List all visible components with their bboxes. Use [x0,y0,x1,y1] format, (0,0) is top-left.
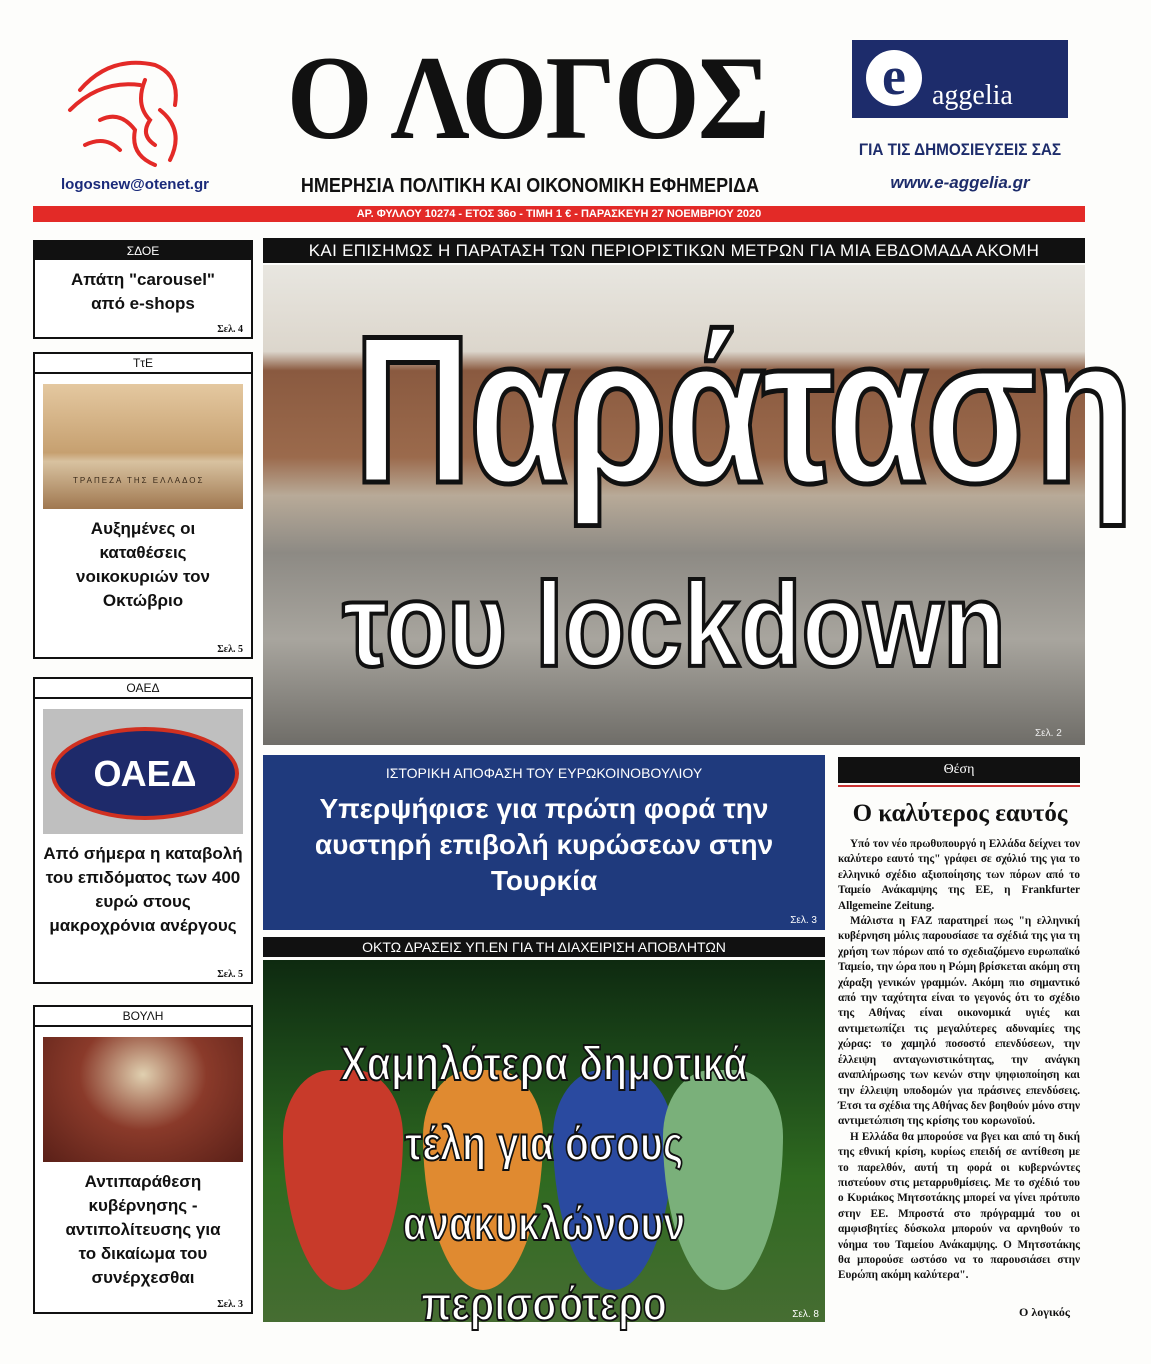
page-ref: Σελ. 5 [217,644,243,655]
newspaper-title: Ο ΛΟΓΟΣ [286,31,769,164]
story-headline: Από σήμερα η καταβολή του επιδόματος των 400 ευρώ στους μακροχρόνια ανέργους [43,844,243,935]
editorial-label: Θέση [838,757,1080,783]
editorial-signature: Ο λογικός [1019,1305,1070,1319]
lead-headline-main[interactable]: Παράταση [353,292,1131,527]
page-ref: Σελ. 5 [217,969,243,980]
editorial-body [838,837,1080,1284]
parliament-photo [43,1037,243,1162]
page-ref: Σελ. 3 [790,915,817,926]
section-label: ΒΟΥΛΗ [35,1007,251,1027]
section-label: ΤτΕ [35,354,251,374]
story-headline: Αντιπαράθεση κυβέρνησης - αντιπολίτευσης για το δικαίωμα του συνέρχεσθαι [65,1172,221,1287]
story-turkey-sanctions[interactable] [263,755,825,930]
page-ref: Σελ. 4 [217,324,243,335]
editorial-paragraph: Υπό τον νέο πρωθυπουργό η Ελλάδα δείχνει τον καλύτερο εαυτό της" γράφει σε σχόλιό της για το ελληνικό σχέδιο αξιοποίησης των πόρων από το Ταμείο Ανάκαμψης της ΕΕ, η Frankfurter Allgemeine Zeitung. [838,838,1080,912]
oaed-logo: ΟΑΕΔ [51,727,239,820]
ad-tagline: ΓΙΑ ΤΙΣ ΔΗΜΟΣΙΕΥΣΕΙΣ ΣΑΣ [858,140,1062,159]
issue-info-strip: ΑΡ. ΦΥΛΛΟΥ 10274 - ΕΤΟΣ 36ο - ΤΙΜΗ 1 € - ΠΑΡΑΣΚΕΥΗ 27 ΝΟΕΜΒΡΙΟΥ 2020 [33,206,1085,222]
editorial-paragraph: Μάλιστα η FAZ παρατηρεί πως "η ελληνική κυβέρνηση μόλις παρουσίασε τα σχέδιά της για τη χρήση των πόρων από το σχεδιαζόμενο ευρωπαϊκό Ταμείο, την ώρα που η Ρώμη βρίσκεται ακόμη στη χάραξη γενικών γραμμών. Ακόμη πιο σημαντικό από την ταχύτητα είναι το γεγονός ότι το σχέδιο της Αθήνας είναι οικονομικά υγιές και αντιμετωπίζει τις μεγαλύτερες αδυναμίες της χώρας: το χαμηλό ποσοστό επενδύσεων, την έλλειψη ανταγωνιστικότητας, την ανάγκη αναπλήρωσης των κενών στην ψηφιοποίηση και την έλλειψη υποδομών για πράσινες επενδύσεις. Έτσι τα σχέδια της Αθήνας δεν βοηθούν μόνο στην αντιμετώπιση της κρίσης του κορωνοϊού. [838,915,1080,1128]
e-aggelia-logo-icon: e [866,50,922,106]
section-label: ΟΑΕΔ [35,679,251,699]
sidebar-story-sdoe[interactable] [33,240,253,339]
editorial-paragraph: Η Ελλάδα θα μπορούσε να βγει και από τη δική της εθνική κρίση, κυρίως επειδή σε αντίθεση με το παρελθόν, αυτή τη φορά οι κυβερνώντες πιστεύουν στις μεταρρυθμίσεις. Με το σχέδιό του ο Κυριάκος Μητσοτάκης μπορεί να γίνει πρότυπο στην ΕΕ. Μπροστά στο πρόγραμμά του οι αμφισβητίες δύσκολα μπορούν να αρνηθούν το νόημα του Ταμείου Ανάκαμψης. Ο Μητσοτάκης θα μπορούσε ωστόσο να το παρουσιάσει στην Ευρώπη ακόμη καλύτερα". [838,1130,1080,1282]
story-headline: Αυξημένες οι καταθέσεις νοικοκυριών τον Οκτώβριο [76,519,210,610]
contact-email[interactable]: logosnew@otenet.gr [61,176,209,193]
page-ref: Σελ. 2 [1035,728,1062,739]
ad-url[interactable]: www.e-aggelia.gr [890,173,1030,192]
editorial-title: Ο καλύτερος εαυτός [852,800,1068,827]
divider [838,785,1080,787]
logo-faces-icon [60,50,200,175]
page-ref: Σελ. 8 [792,1309,819,1320]
photo-caption-text: ΤΡΑΠΕΖΑ ΤΗΣ ΕΛΛΑΔΟΣ [73,476,205,485]
bank-of-greece-photo [43,384,243,509]
story-headline: Υπερψήφισε για πρώτη φορά την αυστηρή επιβολή κυρώσεων στην Τουρκία [314,793,774,896]
story3-headline[interactable]: Χαμηλότερα δημοτικά τέλη για όσους ανακυκλώνουν περισσότερο [340,1038,748,1331]
lead-headline-sub[interactable]: του lockdown [342,558,1006,692]
e-aggelia-ad[interactable] [852,40,1068,118]
newspaper-subtitle: ΗΜΕΡΗΣΙΑ ΠΟΛΙΤΙΚΗ ΚΑΙ ΟΙΚΟΝΟΜΙΚΗ ΕΦΗΜΕΡΙΔΑ [300,175,760,197]
page-ref: Σελ. 3 [217,1299,243,1310]
story3-kicker: ΟΚΤΩ ΔΡΑΣΕΙΣ ΥΠ.ΕΝ ΓΙΑ ΤΗ ΔΙΑΧΕΙΡΙΣΗ ΑΠΟΒΛΗΤΩΝ [263,937,825,957]
lead-kicker: ΚΑΙ ΕΠΙΣΗΜΩΣ Η ΠΑΡΑΤΑΣΗ ΤΩΝ ΠΕΡΙΟΡΙΣΤΙΚΩΝ ΜΕΤΡΩΝ ΓΙΑ ΜΙΑ ΕΒΔΟΜΑΔΑ ΑΚΟΜΗ [263,238,1085,263]
sidebar-story-tte[interactable] [33,352,253,659]
oaed-sign-photo [43,709,243,834]
story-headline: Απάτη "carousel" από e-shops [70,270,215,313]
story-kicker: ΙΣΤΟΡΙΚΗ ΑΠΟΦΑΣΗ ΤΟΥ ΕΥΡΩΚΟΙΝΟΒΟΥΛΙΟΥ [385,765,703,781]
sidebar-story-vouli[interactable] [33,1005,253,1314]
section-label: ΣΔΟΕ [35,242,251,260]
e-aggelia-logo-text: aggelia [932,80,1013,111]
sidebar-story-oaed[interactable] [33,677,253,984]
